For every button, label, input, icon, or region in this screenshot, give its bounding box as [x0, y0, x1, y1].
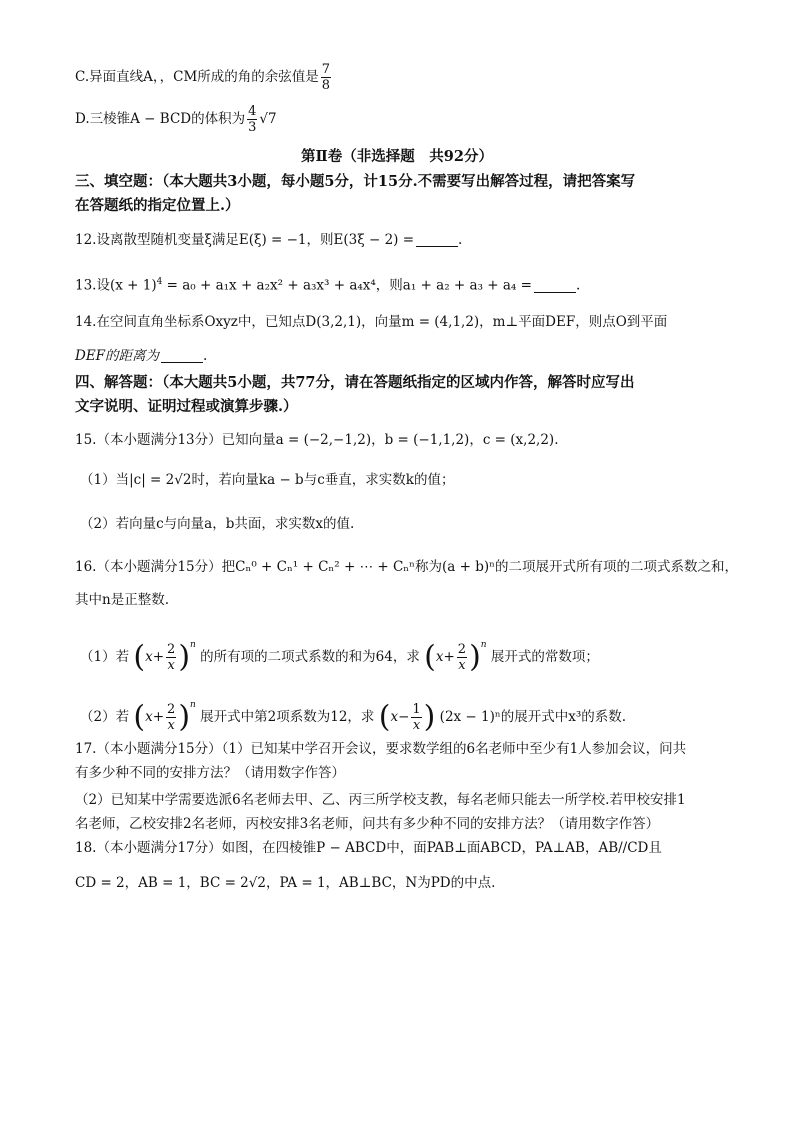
- section3-heading-line1: 三、填空题：（本大题共3小题，每小题5分，计15分.不需要写出解答过程，请把答案写: [75, 173, 636, 190]
- q16-p1-rparen-1: ): [178, 639, 191, 675]
- q16-p1-a: （1）若: [80, 649, 130, 665]
- q18-line1: 18.（本小题满分17分）如图，在四棱锥P − ABCD中，面PAB⊥面ABCD，PA⊥AB，AB//CD且: [75, 840, 662, 856]
- q16-p2-lparen-2: (: [378, 699, 391, 735]
- q17-line2: 有多少种不同的安排方法？（请用数字作答）: [75, 765, 345, 781]
- question-13: [75, 272, 734, 296]
- q15-stem: 15.（本小题满分13分）已知向量a = (−2,−1,2)，b = (−1,1,2)，c = (x,2,2).: [75, 432, 559, 448]
- q14-end: .: [203, 348, 208, 364]
- volume-heading: 第Ⅱ卷（非选择题 共92分）: [301, 148, 493, 165]
- q14-line2-text: DEF的距离为: [75, 348, 160, 364]
- q16-p2-frac-2-den: x: [412, 718, 421, 733]
- q12-text: 12.设离散型随机变量ξ满足E(ξ) = −1，则E(3ξ − 2) =: [75, 232, 415, 248]
- option-d-text: D.三棱锥A − BCD的体积为: [75, 111, 246, 127]
- q14-line2: [75, 346, 734, 366]
- section4-heading-line2: 文字说明、证明过程或演算步骤.）: [75, 398, 298, 415]
- q17-line4: 名老师，乙校安排2名老师，丙校安排3名老师，问共有多少种不同的安排方法？（请用数字作答）: [75, 816, 660, 832]
- q16-p1-exp-1: n: [190, 640, 196, 650]
- q16-p2-plus-1: +: [152, 709, 165, 725]
- option-c-frac-num: 7: [321, 62, 331, 77]
- q13-end: .: [575, 277, 581, 294]
- q13-exponent: 4: [156, 277, 163, 287]
- option-d-root: √7: [259, 111, 277, 127]
- q16-p1-b: 的所有项的二项式系数的和为64，求: [200, 649, 420, 665]
- q14-line1: 14.在空间直角坐标系Oxyz中，已知点D(3,2,1)，向量m = (4,1,2)，m⊥平面DEF，则点O到平面: [75, 314, 668, 330]
- q15-part1: [80, 470, 734, 490]
- q16-p2-minus: −: [398, 709, 410, 725]
- q15-part2: （2）若向量c与向量a，b共面，求实数x的值.: [80, 516, 355, 532]
- q16-p1-frac-2: [457, 642, 467, 673]
- q16-stem-line1: [75, 557, 738, 577]
- option-c-fraction: [321, 62, 331, 93]
- q17-line3: （2）已知某中学需要选派6名老师去甲、乙、丙三所学校支教，每名老师只能去一所学校.若甲校安排1: [75, 792, 686, 808]
- q15-part1-root: √2: [174, 472, 192, 488]
- question-12: [75, 230, 734, 250]
- q16-p2-frac-1-num: 2: [167, 702, 176, 717]
- q16-p2-rparen-2: ): [423, 699, 436, 735]
- q16-p1-frac-1-num: 2: [167, 642, 176, 657]
- q16-stem-line1-a: 16.（本小题满分15分）把C: [75, 559, 246, 575]
- q16-stem-line1-b: ₙ⁰ + Cₙ¹ + Cₙ² + ⋯ + Cₙⁿ称为(a + b)ⁿ的二项展开式所有项的二项式系数之和，: [245, 559, 738, 575]
- q16-p1-c: 展开式的常数项；: [490, 649, 599, 665]
- q12-end: .: [458, 232, 463, 248]
- section3-heading-line2: 在答题纸的指定位置上.）: [75, 197, 240, 214]
- q16-p2-rparen-1: ): [178, 699, 191, 735]
- q16-p1-x-1: x: [145, 649, 153, 665]
- q16-p1-x-2: x: [435, 649, 444, 665]
- q16-p2-x-2: x: [390, 709, 399, 725]
- q16-stem-line2: 其中n是正整数.: [75, 592, 169, 608]
- q16-p2-frac-1: [166, 702, 176, 733]
- q12-answer-blank[interactable]: [416, 232, 458, 247]
- option-c: [75, 62, 734, 93]
- q16-p1-frac-1-den: x: [167, 658, 175, 673]
- q16-p1-lparen-1: (: [133, 639, 146, 675]
- option-d-frac-den: 3: [248, 120, 257, 135]
- q16-p1-plus-1: +: [152, 649, 165, 665]
- q16-p1-plus-2: +: [443, 649, 455, 665]
- option-d-frac-num: 4: [248, 104, 257, 119]
- q14-answer-blank[interactable]: [161, 348, 203, 363]
- option-c-text: C.异面直线A，，CM所成的角的余弦值是: [75, 69, 319, 85]
- q13-text-a: 13.设(x + 1): [75, 277, 157, 294]
- q16-p2-frac-2: [411, 702, 421, 733]
- q18-line2: CD = 2，AB = 1，BC = 2√2，PA = 1，AB⊥BC，N为PD的中点.: [75, 875, 496, 891]
- q16-p2-x-1: x: [145, 709, 153, 725]
- q16-p2-lparen-1: (: [133, 699, 146, 735]
- q16-part1: [80, 630, 734, 673]
- q16-p1-rparen-2: ): [469, 639, 481, 675]
- q16-p2-b: 展开式中第2项系数为12，求: [200, 709, 375, 725]
- q16-p1-frac-2-den: x: [458, 658, 466, 673]
- q13-answer-blank[interactable]: [534, 278, 576, 293]
- q13-text-b: = a₀ + a₁x + a₂x² + a₃x³ + a₄x⁴，则a₁ + a₂ + a₃ + a₄ =: [162, 277, 532, 294]
- q17-line1: 17.（本小题满分15分）（1）已知某中学召开会议，要求数学组的6名老师中至少有1人参加会议，问共: [75, 741, 687, 757]
- q15-part1-b: 时，若向量ka − b与c垂直，求实数k的值；: [191, 472, 455, 488]
- q16-part2: [80, 690, 734, 733]
- q16-p2-c: (2x − 1)ⁿ的展开式中x³的系数.: [439, 709, 627, 725]
- q16-p1-lparen-2: (: [424, 639, 436, 675]
- q16-p1-frac-1: [166, 642, 176, 673]
- q16-p1-exp-2: n: [480, 640, 487, 650]
- q16-p1-frac-2-num: 2: [457, 642, 467, 657]
- q16-p2-exp-1: n: [190, 700, 196, 710]
- q15-part1-a: （1）当|c| = 2: [80, 472, 175, 488]
- q16-p2-a: （2）若: [80, 709, 130, 725]
- q16-p2-frac-2-num: 1: [412, 702, 421, 717]
- option-c-frac-den: 8: [321, 78, 331, 93]
- option-d: [75, 104, 734, 135]
- q16-p2-frac-1-den: x: [167, 718, 175, 733]
- section4-heading-line1: 四、解答题：（本大题共5小题，共77分，请在答题纸指定的区域内作答，解答时应写出: [75, 374, 635, 391]
- option-d-fraction: [247, 104, 257, 135]
